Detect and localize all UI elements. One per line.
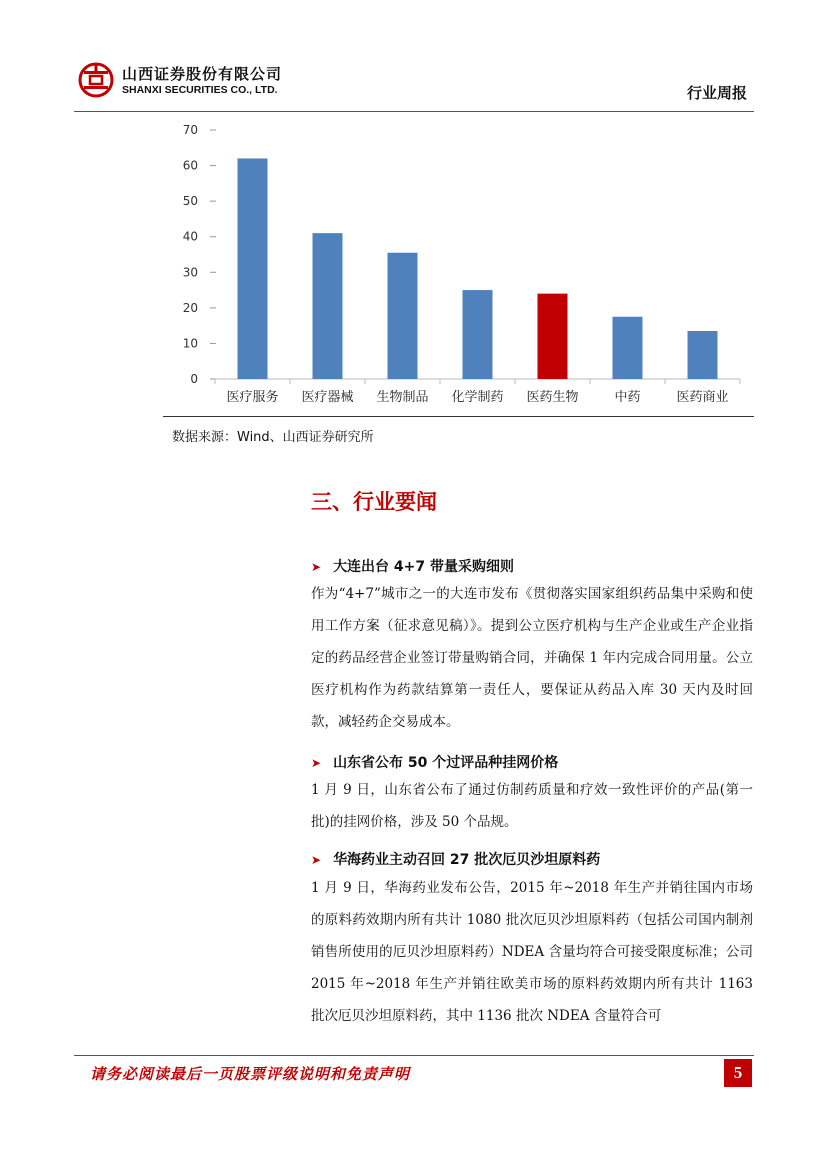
footer-divider	[74, 1055, 754, 1056]
arrow-bullet-icon: ➤	[311, 756, 322, 770]
report-type: 行业周报	[686, 84, 747, 102]
news-title-text: 大连出台 4+7 带量采购细则	[333, 559, 515, 575]
y-tick-label: 50	[182, 194, 198, 209]
y-tick-label: 10	[182, 336, 198, 351]
bar-3	[388, 253, 418, 379]
bar-6	[613, 317, 643, 379]
footer-disclaimer: 请务必阅读最后一页股票评级说明和免责声明	[90, 1065, 411, 1083]
x-category-label: 医疗服务	[226, 390, 279, 405]
news-body-2: 1 月 9 日，山东省公布了通过仿制药质量和疗效一致性评价的产品(第一批)的挂网价格，涉及 50 个品规。	[311, 782, 753, 830]
header-divider	[74, 111, 754, 112]
page-number: 5	[724, 1059, 752, 1087]
y-tick-label: 60	[182, 158, 198, 173]
y-tick-label: 0	[190, 372, 198, 386]
company-name-cn: 山西证券股份有限公司	[122, 65, 283, 83]
x-category-label: 医药生物	[526, 390, 579, 405]
x-category-label: 生物制品	[376, 390, 429, 405]
x-category-label: 医疗器械	[301, 390, 354, 405]
bar-1	[238, 158, 268, 379]
news-title-text: 华海药业主动召回 27 批次厄贝沙坦原料药	[333, 852, 601, 868]
y-tick-label: 40	[182, 229, 198, 244]
company-logo-icon	[78, 62, 114, 98]
section-title: 三、行业要闻	[311, 490, 437, 514]
arrow-bullet-icon: ➤	[311, 853, 322, 867]
news-body-3: 1 月 9 日，华海药业发布公告，2015 年~2018 年生产并销往国内市场的原料药效期内所有共计 1080 批次厄贝沙坦原料药（包括公司国内制剂销售所使用的厄贝沙坦原料药）NDEA 含量均符合可接受限度标准；公司 2015 年~2018 年生产并销往欧美市场的原料药效期内所有共计 1163 批次厄贝沙坦原料药，其中 1136 批次 NDEA 含量符合可	[311, 880, 753, 1024]
y-tick-label: 30	[182, 265, 198, 280]
bar-7	[688, 331, 718, 379]
y-tick-label: 70	[182, 123, 198, 137]
news-title-text: 山东省公布 50 个过评品种挂网价格	[333, 755, 559, 771]
bar-4	[463, 290, 493, 379]
industry-bar-chart	[160, 118, 754, 416]
chart-divider	[163, 416, 754, 417]
x-category-label: 中药	[614, 390, 641, 405]
news-title-1	[311, 556, 514, 576]
news-body-1: 作为“4+7”城市之一的大连市发布《贯彻落实国家组织药品集中采购和使用工作方案（征求意见稿）》。提到公立医疗机构与生产企业或生产企业指定的药品经营企业签订带量购销合同，并确保 1 年内完成合同用量。公立医疗机构作为药款结算第一责任人，要保证从药品入库 30 天内及时回款，减轻药企交易成本。	[311, 586, 753, 730]
company-name-en: SHANXI SECURITIES CO., LTD.	[122, 84, 278, 96]
x-category-label: 医药商业	[676, 390, 729, 405]
bar-2	[313, 233, 343, 379]
data-source: 数据来源：Wind、山西证券研究所	[172, 430, 374, 445]
news-title-2	[311, 752, 558, 772]
y-tick-label: 20	[182, 300, 198, 315]
bar-5	[538, 294, 568, 379]
news-title-3	[311, 849, 600, 869]
x-category-label: 化学制药	[451, 390, 504, 405]
arrow-bullet-icon: ➤	[311, 560, 322, 574]
